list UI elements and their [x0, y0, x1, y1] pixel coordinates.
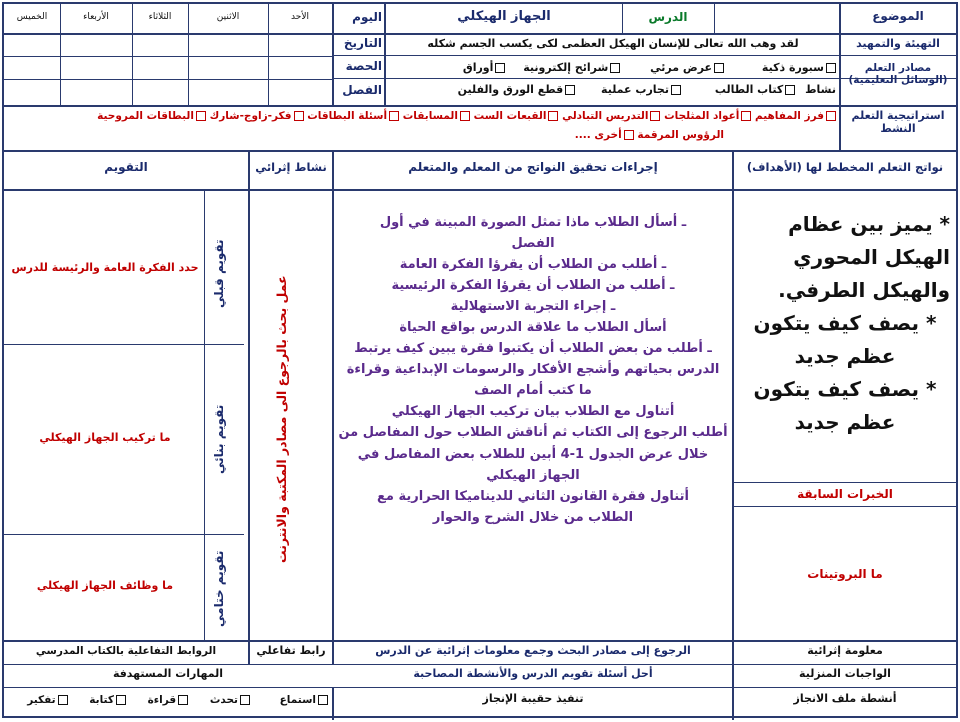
- day-label: اليوم: [352, 10, 382, 24]
- evaluation-header: التقويم: [104, 160, 148, 174]
- skill-speaking: تحدث: [209, 694, 238, 706]
- checkbox-icon[interactable]: [714, 63, 724, 73]
- objectives-list: [740, 208, 950, 439]
- strategy-competitions: المسابقات: [402, 110, 458, 122]
- resources-label: مصادر التعلم (الوسائل التعليمية): [848, 62, 948, 87]
- resource-activity: نشاط: [805, 83, 836, 96]
- strategy-popsicle-sticks: أعواد المثلجات: [664, 110, 740, 122]
- checkbox-icon[interactable]: [58, 695, 68, 705]
- procedures-header: إجراءات تحقيق النواتج من المعلم والمتعلم: [408, 160, 658, 174]
- checkbox-icon[interactable]: [196, 111, 206, 121]
- checkbox-icon[interactable]: [565, 85, 575, 95]
- enrichment-text: عمل بحث بالرجوع الى مصادر المكتبة والانترنت: [274, 275, 289, 563]
- checkbox-icon[interactable]: [116, 695, 126, 705]
- strategy-row-1: [8, 110, 836, 122]
- eval-formative-text: ما تركيب الجهاز الهيكلي: [39, 431, 171, 444]
- eval-pre-label: تقويم قبلي: [212, 239, 226, 309]
- day-tuesday: الثلاثاء: [148, 12, 172, 22]
- checkbox-icon[interactable]: [460, 111, 470, 121]
- procedure-item: ـ أطلب من الطلاب أن يقرؤا الفكرة العامة: [399, 257, 667, 273]
- strategy-numbered-heads: الرؤوس المرقمة: [637, 129, 724, 141]
- resource-papers: أوراق: [462, 61, 494, 74]
- checkbox-icon[interactable]: [240, 695, 250, 705]
- objective-item: * يصف كيف يتكون عظم جديد: [753, 377, 937, 434]
- intro-label: التهيئة والتمهيد: [856, 37, 940, 50]
- resource-paper-cork: قطع الورق والفلين: [457, 83, 564, 96]
- skill-reading: قراءة: [147, 694, 177, 706]
- checkbox-icon[interactable]: [741, 111, 751, 121]
- procedure-item: أسأل الطلاب ما علاقة الدرس بواقع الحياة: [399, 320, 667, 336]
- day-sunday: الأحد: [291, 12, 309, 22]
- procedure-item: ـ أطلب من بعض الطلاب أن يكتبوا فقرة يبين كيف يرتبط الدرس بحياتهم وأشجع الأفكار والرسومات الإبداعية وقراءة ما كتب أمام الصف: [346, 341, 720, 399]
- checkbox-icon[interactable]: [318, 695, 328, 705]
- homework-label: الواجبات المنزلية: [799, 667, 891, 680]
- date-label: التاريخ: [343, 36, 382, 50]
- resource-smartboard: سبورة ذكية: [761, 61, 824, 74]
- procedures-list: [338, 212, 728, 528]
- subject-label: الموضوع: [872, 9, 924, 23]
- strategy-fan-cards: البطاقات المروحية: [97, 110, 194, 122]
- resource-student-book: كتاب الطالب: [714, 83, 784, 96]
- procedural-text: الرجوع إلى مصادر البحث وجمع معلومات إثرائية عن الدرس: [375, 644, 691, 657]
- enrichment-header: نشاط إثرائي: [255, 160, 327, 174]
- lesson-label: الدرس: [648, 10, 688, 24]
- checkbox-icon[interactable]: [178, 695, 188, 705]
- strategy-think-pair-share: فكر-زاوج-شارك: [209, 110, 292, 122]
- portfolio-text: تنفيذ حقيبة الإنجاز: [482, 692, 584, 705]
- strategy-reciprocal-teaching: التدريس التبادلي: [562, 110, 649, 122]
- checkbox-icon[interactable]: [610, 63, 620, 73]
- checkbox-icon[interactable]: [785, 85, 795, 95]
- checkbox-icon[interactable]: [671, 85, 681, 95]
- procedure-item: ـ إجراء التجربة الاستهلالية: [450, 299, 616, 315]
- procedure-item: ـ أسأل الطلاب ماذا تمثل الصورة المبينة في أول الفصل: [379, 215, 687, 252]
- strategy-card-questions: أسئلة البطاقات: [307, 110, 388, 122]
- strategy-six-hats: القبعات الست: [473, 110, 547, 122]
- skill-thinking: تفكير: [27, 694, 56, 706]
- eval-formative-label: تقويم بنائي: [212, 404, 226, 474]
- strategy-concept-sort: فرز المفاهيم: [755, 110, 824, 122]
- checkbox-icon[interactable]: [826, 63, 836, 73]
- link-label: رابط تفاعلي: [256, 644, 326, 657]
- objective-item: * يميز بين عظام الهيكل المحوري والهيكل الطرفي.: [778, 212, 950, 302]
- eval-final-label: تقويم ختامي: [212, 550, 226, 628]
- strategy-label: استراتيجية التعلم النشط: [851, 109, 945, 135]
- objective-item: * يصف كيف يتكون عظم جديد: [753, 311, 937, 368]
- resources-row-2: [388, 84, 836, 97]
- day-thursday: الخميس: [16, 12, 48, 22]
- skill-writing: كتابة: [89, 694, 114, 706]
- resource-video: عرض مرئي: [650, 61, 713, 74]
- lesson-title: الجهاز الهيكلي: [457, 9, 551, 24]
- skills-label: المهارات المستهدفة: [112, 667, 224, 680]
- homework-text: أحل أسئلة تقويم الدرس والأنشطة المصاحبة: [413, 667, 653, 680]
- resource-slides: شرائح إلكترونية: [523, 61, 609, 74]
- lesson-plan-sheet: [2, 2, 958, 718]
- checkbox-icon[interactable]: [548, 111, 558, 121]
- eval-pre-text: حدد الفكرة العامة والرئيسة للدرس: [11, 261, 199, 274]
- period-label: الحصة: [345, 59, 382, 73]
- link-text: الروابط التفاعلية بالكتاب المدرسي: [35, 645, 217, 657]
- checkbox-icon[interactable]: [624, 130, 634, 140]
- prior-text: ما البروتينات: [807, 567, 883, 581]
- strategy-other: أخرى ....: [574, 129, 622, 141]
- procedural-label: معلومة إثرائية: [807, 644, 883, 657]
- resources-row-1: [388, 62, 836, 75]
- procedure-item: أطلب الرجوع إلى الكتاب ثم أناقش الطلاب حول المفاصل من خلال عرض الجدول 1-4 أبين للطلاب بعض المفاصل في الجهاز الهيكلي: [338, 425, 728, 483]
- procedure-item: ـ أطلب من الطلاب أن يقرؤا الفكرة الرئيسية: [391, 278, 675, 294]
- skill-listening: استماع: [279, 694, 316, 706]
- intro-text: لقد وهب الله تعالى للإنسان الهيكل العظمى لكى يكسب الجسم شكله: [427, 37, 799, 50]
- checkbox-icon[interactable]: [294, 111, 304, 121]
- day-monday: الاثنين: [216, 12, 240, 22]
- checkbox-icon[interactable]: [650, 111, 660, 121]
- strategy-row-2: [304, 129, 724, 141]
- checkbox-icon[interactable]: [389, 111, 399, 121]
- prior-label: الخبرات السابقة: [797, 487, 893, 501]
- portfolio-label: أنشطة ملف الانجاز: [793, 692, 897, 705]
- checkbox-icon[interactable]: [495, 63, 505, 73]
- procedure-item: أتناول مع الطلاب بيان تركيب الجهاز الهيكلي: [391, 404, 675, 420]
- eval-final-text: ما وظائف الجهاز الهيكلي: [36, 579, 174, 592]
- checkbox-icon[interactable]: [826, 111, 836, 121]
- resource-experiments: تجارب عملية: [601, 83, 669, 96]
- procedure-item: أتناول فقرة القانون الثاني للديناميكا الحرارية مع الطلاب من خلال الشرح والحوار: [377, 488, 689, 525]
- day-wednesday: الأربعاء: [83, 12, 109, 22]
- skills-checklist: [8, 694, 328, 706]
- outcomes-header: نواتج التعلم المخطط لها (الأهداف): [746, 160, 944, 174]
- class-label: الفصل: [342, 83, 382, 97]
